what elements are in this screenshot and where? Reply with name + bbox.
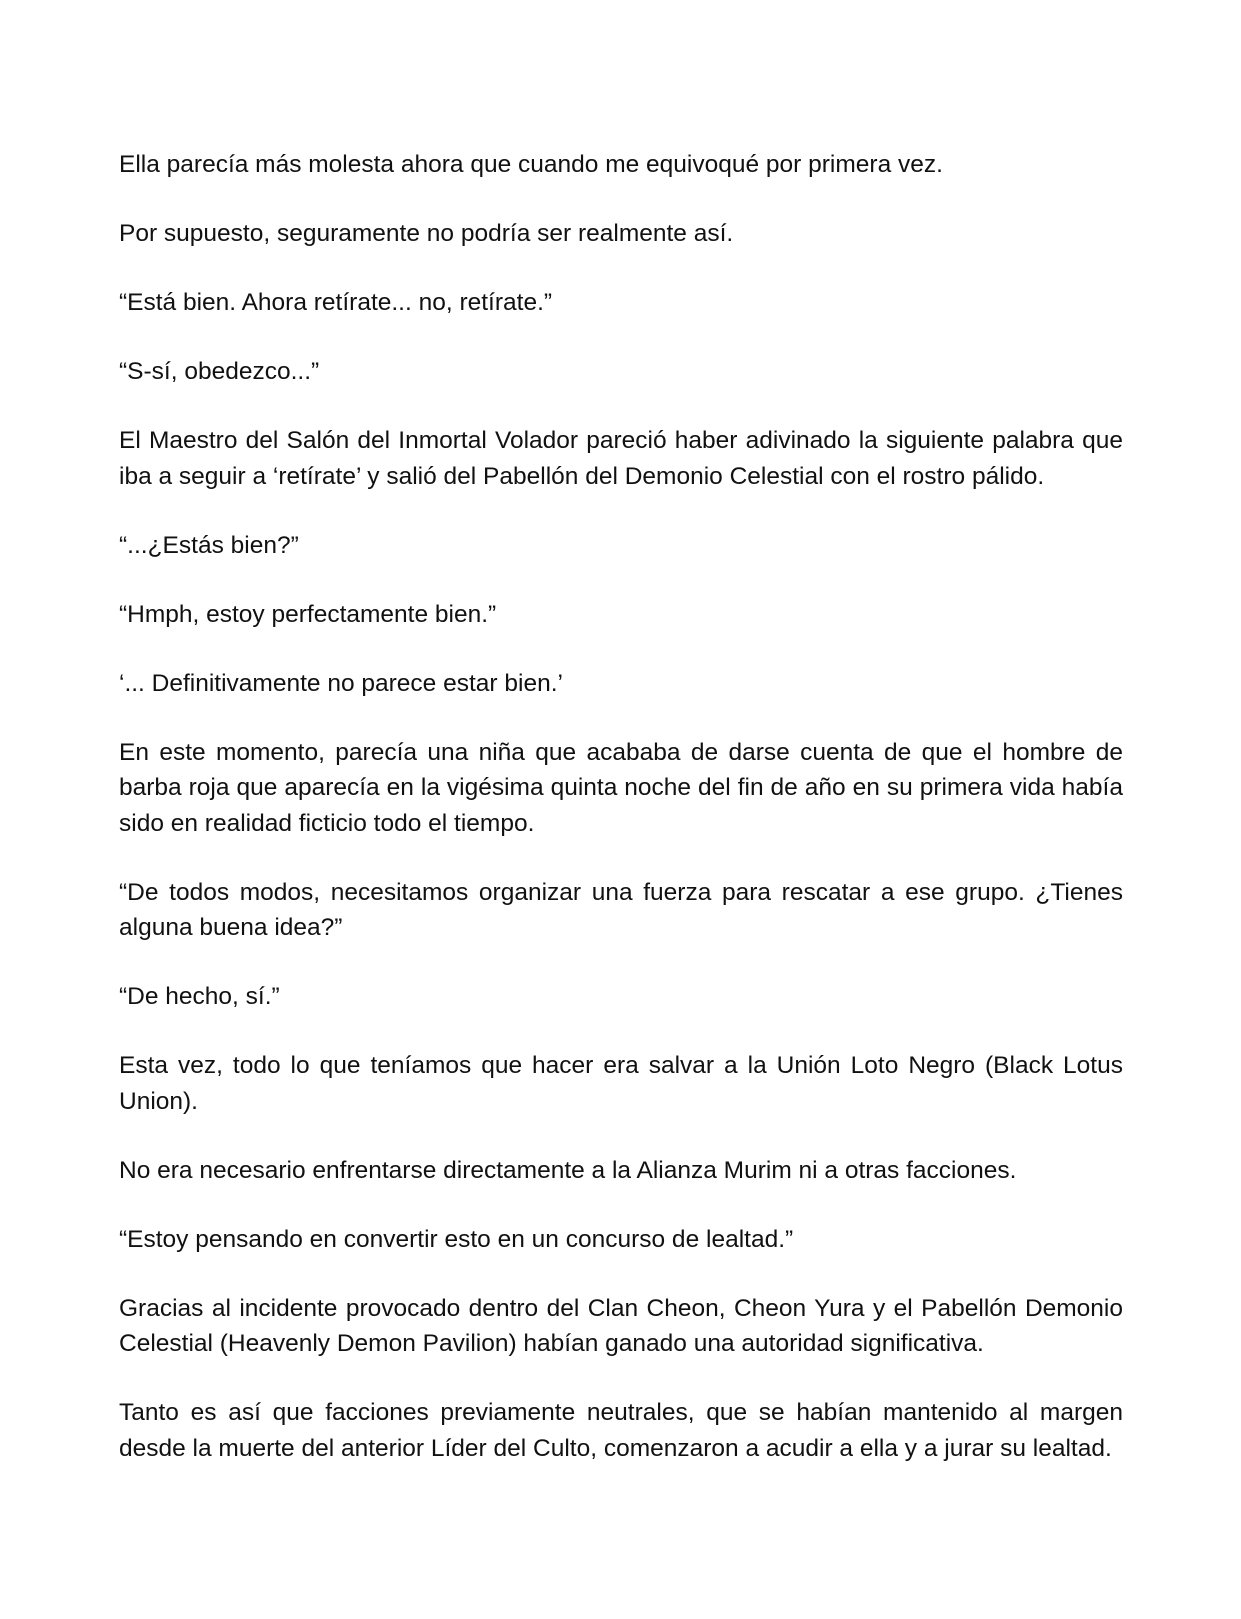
paragraph: En este momento, parecía una niña que acababa de darse cuenta de que el hombre de barba roja que aparecía en la vigésima quinta noche del fin de año en su primera vida había sido en realidad ficticio todo el tiempo. xyxy=(119,738,1123,837)
dialogue-line: “Hmph, estoy perfectamente bien.” xyxy=(119,600,497,628)
paragraph: Ella parecía más molesta ahora que cuando me equivoqué por primera vez. xyxy=(119,151,943,178)
paragraph: No era necesario enfrentarse directamente a la Alianza Murim ni a otras facciones. xyxy=(119,1156,1017,1184)
paragraph: Esta vez, todo lo que teníamos que hacer era salvar a la Unión Loto Negro (Black Lotus Union). xyxy=(119,1052,1123,1115)
paragraph: El Maestro del Salón del Inmortal Volador pareció haber adivinado la siguiente palabra que iba a seguir a ‘retírate’ y salió del Pabellón del Demonio Celestial con el rostro pálido. xyxy=(119,427,1123,490)
document-page xyxy=(119,147,1123,1500)
paragraph: Por supuesto, seguramente no podría ser realmente así. xyxy=(119,220,734,247)
dialogue-line: “De hecho, sí.” xyxy=(119,983,280,1010)
paragraph: Gracias al incidente provocado dentro del Clan Cheon, Cheon Yura y el Pabellón Demonio Celestial (Heavenly Demon Pavilion) habían ganado una autoridad significativa. xyxy=(119,1294,1123,1357)
dialogue-line: “...¿Estás bien?” xyxy=(119,531,299,559)
dialogue-line: “Está bien. Ahora retírate... no, retírate.” xyxy=(119,289,553,316)
dialogue-line: “Estoy pensando en convertir esto en un concurso de lealtad.” xyxy=(119,1225,794,1253)
dialogue-line: “De todos modos, necesitamos organizar una fuerza para rescatar a ese grupo. ¿Tienes alguna buena idea?” xyxy=(119,878,1123,941)
thought-line: ‘... Definitivamente no parece estar bien.’ xyxy=(119,669,563,697)
paragraph: Tanto es así que facciones previamente neutrales, que se habían mantenido al margen desde la muerte del anterior Líder del Culto, comenzaron a acudir a ella y a jurar su lealtad. xyxy=(119,1399,1123,1462)
dialogue-line: “S-sí, obedezco...” xyxy=(119,358,320,385)
